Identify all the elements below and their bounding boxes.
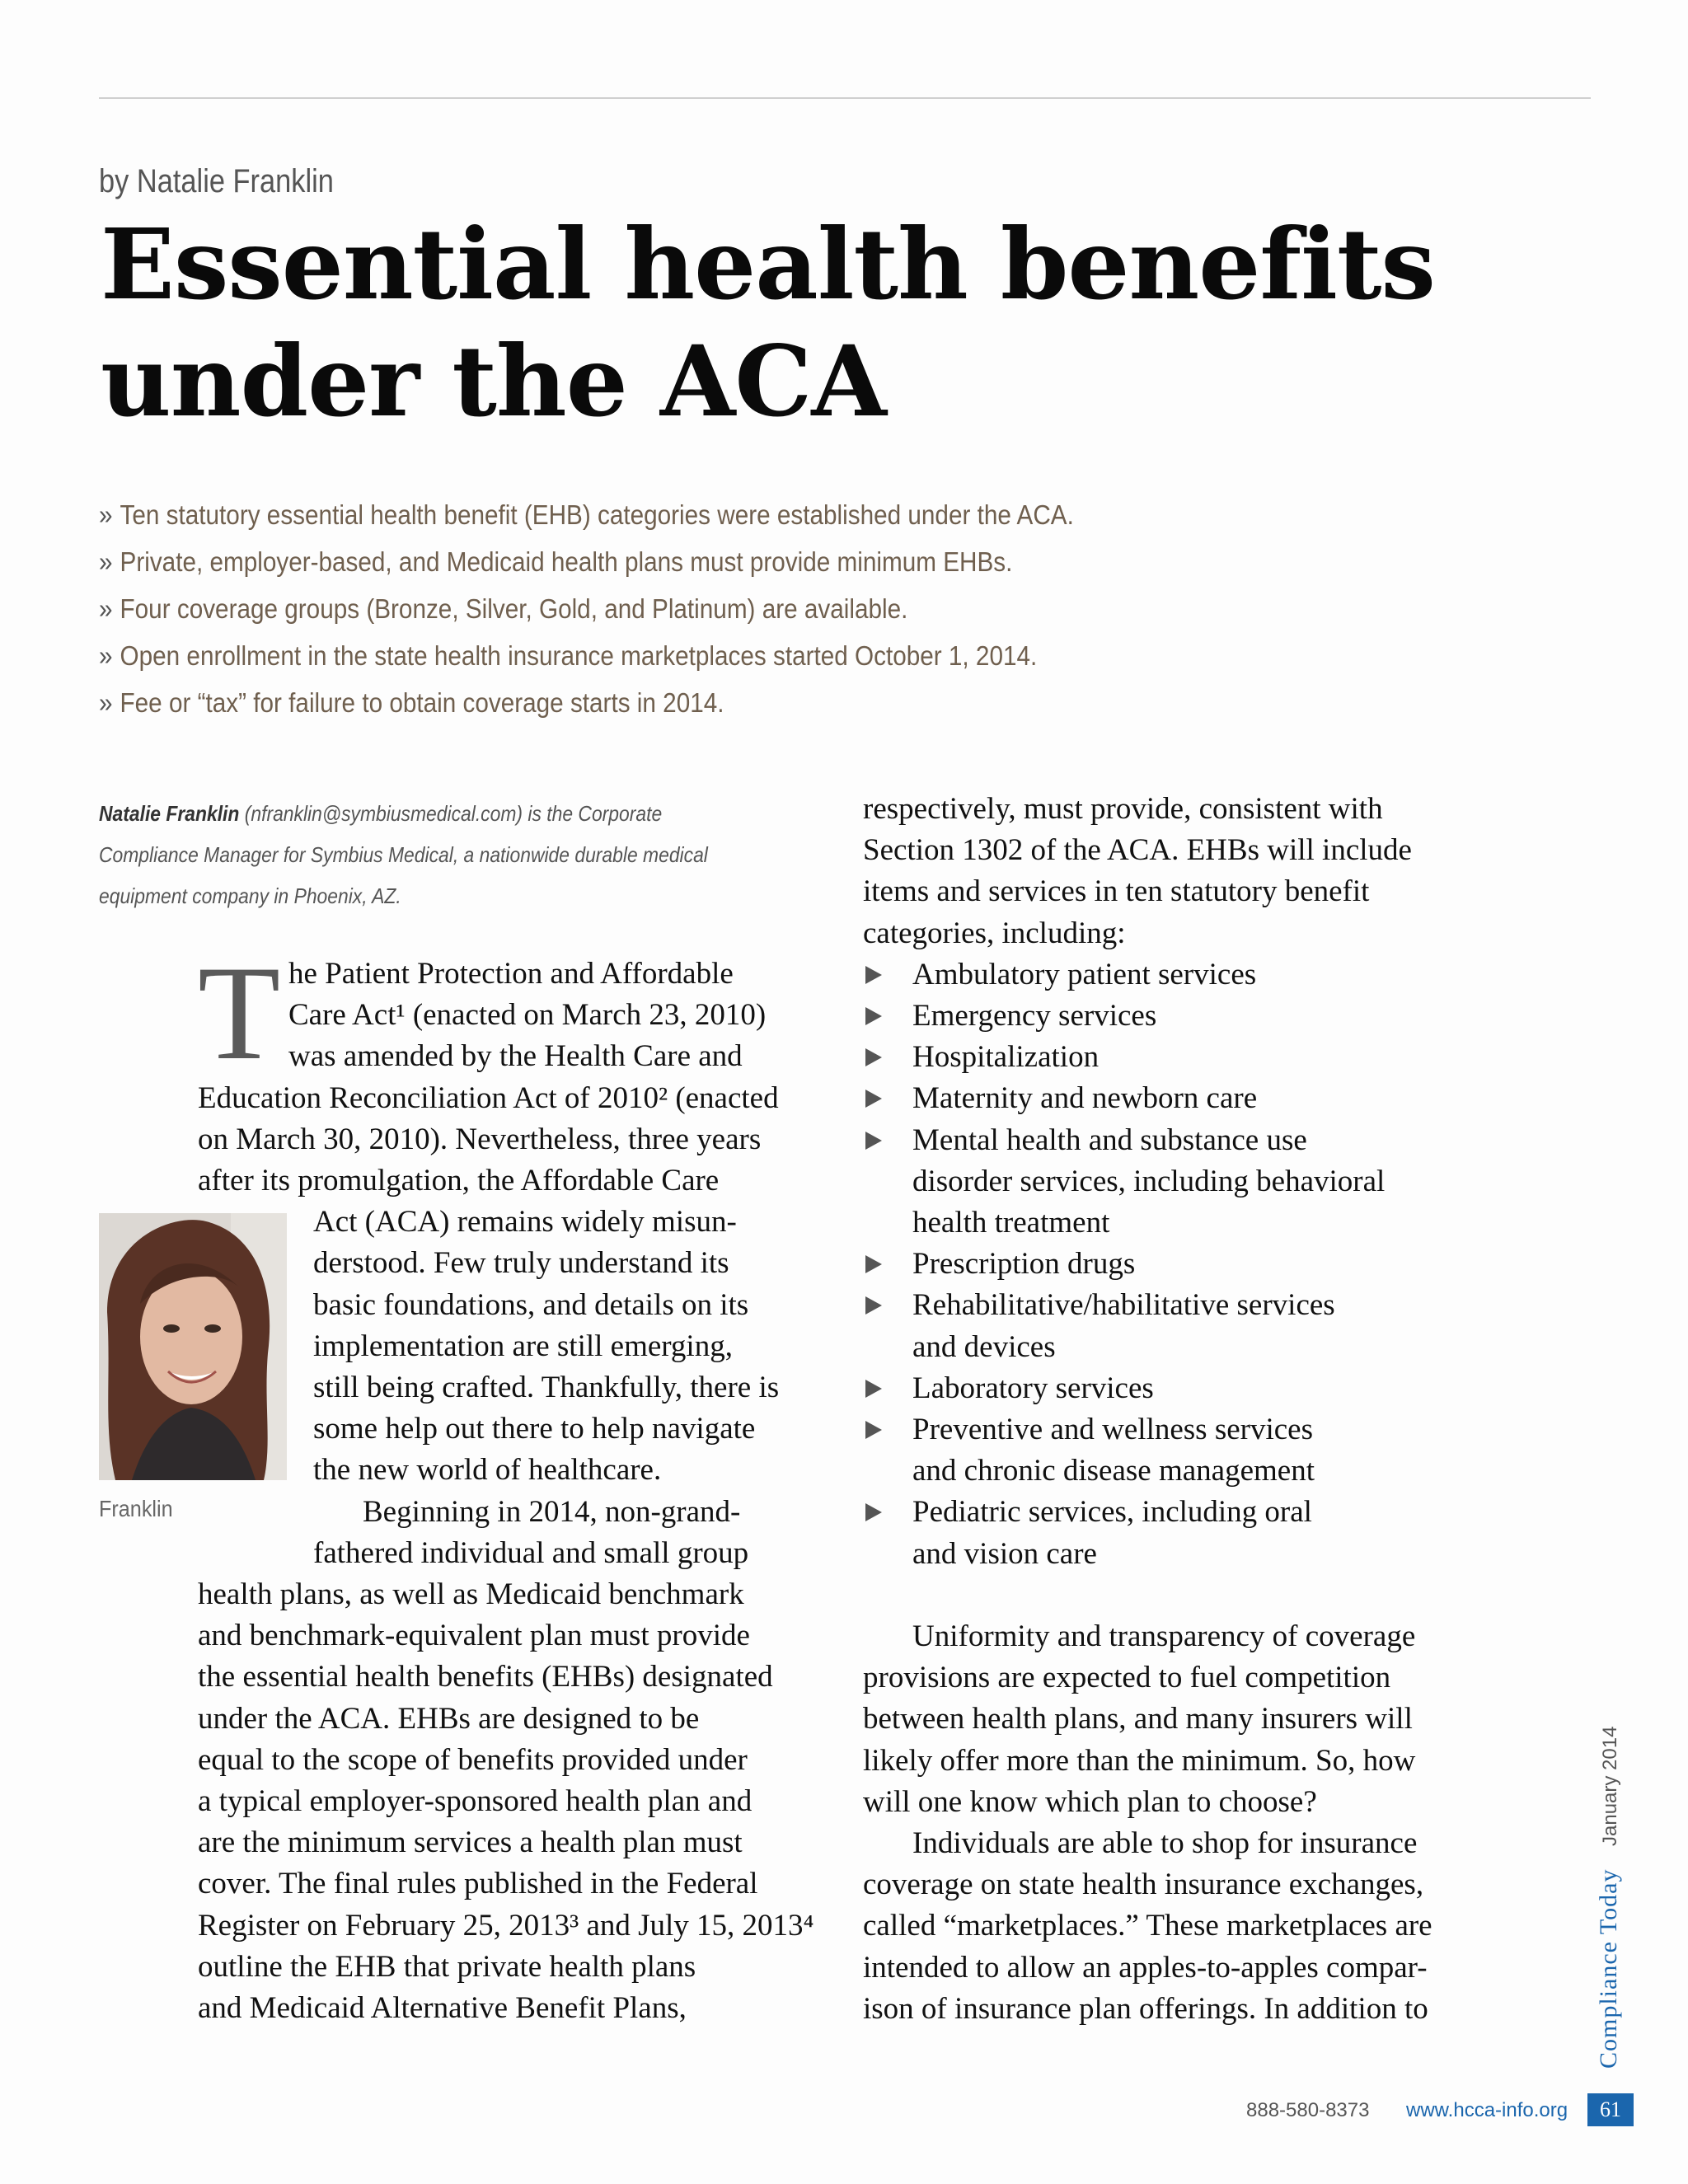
bio-line-1-rest: (nfranklin@symbiusmedical.com) is the Corporate: [239, 801, 663, 826]
body-text-line: ison of insurance plan offerings. In addition to: [863, 1992, 1428, 2026]
body-text-line: Act (ACA) remains widely misun-: [313, 1205, 737, 1239]
body-text-line: respectively, must provide, consistent with: [863, 792, 1383, 826]
benefit-category-line: disorder services, including behavioral: [912, 1165, 1386, 1198]
body-text-line: health plans, as well as Medicaid benchmark: [198, 1577, 744, 1611]
body-text-line: Individuals are able to shop for insurance: [912, 1826, 1418, 1860]
body-text-line: intended to allow an apples-to-apples compar-: [863, 1951, 1428, 1985]
triangle-bullet-icon: [865, 1503, 882, 1521]
body-text-line: he Patient Protection and Affordable: [288, 957, 734, 991]
magazine-name: Compliance Today: [1595, 1868, 1622, 2069]
body-text-line: Beginning in 2014, non-grand-: [363, 1495, 741, 1529]
highlight-item: [99, 538, 1074, 585]
author-portrait-image: [99, 1213, 287, 1480]
body-text-line: implementation are still emerging,: [313, 1329, 733, 1363]
body-text-line: items and services in ten statutory benefit: [863, 874, 1370, 908]
highlight-text: Open enrollment in the state health insurance marketplaces started October 1, 2014.: [120, 640, 1038, 671]
body-text-line: after its promulgation, the Affordable Care: [198, 1164, 720, 1197]
highlight-text: Private, employer-based, and Medicaid health plans must provide minimum EHBs.: [120, 546, 1013, 577]
body-text-line: under the ACA. EHBs are designed to be: [198, 1702, 700, 1736]
highlight-item: [99, 585, 1074, 632]
highlights-list: [99, 491, 1182, 726]
body-text-line: and Medicaid Alternative Benefit Plans,: [198, 1991, 687, 2025]
highlight-item: [99, 679, 1074, 726]
triangle-bullet-icon: [865, 1255, 882, 1273]
benefit-category-line: Rehabilitative/habilitative services: [912, 1288, 1335, 1322]
body-text-line: provisions are expected to fuel competition: [863, 1661, 1391, 1694]
body-text-line: Education Reconciliation Act of 2010² (enacted: [198, 1081, 779, 1115]
body-text-line: likely offer more than the minimum. So, how: [863, 1744, 1416, 1778]
triangle-bullet-icon: [865, 966, 882, 984]
title-line-1: Essential health benefits: [101, 207, 1435, 321]
body-text-line: Uniformity and transparency of coverage: [912, 1619, 1416, 1653]
highlight-marker: »: [99, 546, 113, 577]
benefit-category-line: Pediatric services, including oral: [912, 1495, 1312, 1529]
bio-line-2: Compliance Manager for Symbius Medical, a nationwide durable medical: [99, 842, 708, 867]
benefit-category-line: and vision care: [912, 1537, 1097, 1571]
byline: by Natalie Franklin: [99, 163, 334, 199]
body-text-line: are the minimum services a health plan must: [198, 1825, 743, 1859]
body-text-line: and benchmark-equivalent plan must provide: [198, 1619, 750, 1652]
highlight-marker: »: [99, 687, 113, 718]
photo-caption: Franklin: [99, 1496, 173, 1521]
body-text-line: Section 1302 of the ACA. EHBs will include: [863, 833, 1412, 867]
body-text-line: on March 30, 2010). Nevertheless, three years: [198, 1122, 762, 1156]
body-text-line: Care Act¹ (enacted on March 23, 2010): [288, 998, 767, 1032]
body-text-line: derstood. Few truly understand its: [313, 1246, 729, 1280]
benefit-category-line: Laboratory services: [912, 1371, 1154, 1405]
highlight-text: Fee or “tax” for failure to obtain coverage starts in 2014.: [120, 687, 724, 718]
triangle-bullet-icon: [865, 1090, 882, 1108]
body-text-line: a typical employer-sponsored health plan and: [198, 1784, 753, 1818]
benefit-category-line: and chronic disease management: [912, 1454, 1315, 1488]
benefit-category-line: and devices: [912, 1330, 1056, 1364]
body-text-line: categories, including:: [863, 916, 1126, 950]
benefit-category-line: Maternity and newborn care: [912, 1081, 1258, 1115]
top-rule: [99, 97, 1591, 99]
body-text-line: will one know which plan to choose?: [863, 1785, 1317, 1819]
triangle-bullet-icon: [865, 1007, 882, 1025]
issue-date: January 2014: [1599, 1726, 1621, 1846]
triangle-bullet-icon: [865, 1421, 882, 1439]
triangle-bullet-icon: [865, 1380, 882, 1398]
body-text-line: called “marketplaces.” These marketplaces are: [863, 1909, 1432, 1943]
highlight-marker: »: [99, 499, 113, 530]
highlight-text: Ten statutory essential health benefit (EHB) categories were established under the ACA.: [120, 499, 1074, 530]
body-text-line: some help out there to help navigate: [313, 1412, 756, 1446]
footer-phone: 888-580-8373: [1246, 2099, 1370, 2121]
highlight-item: [99, 491, 1074, 538]
benefit-category-line: Mental health and substance use: [912, 1123, 1307, 1157]
body-text-line: fathered individual and small group: [313, 1536, 749, 1570]
body-text-line: Register on February 25, 2013³ and July 15, 2013⁴: [198, 1909, 814, 1943]
drop-cap: T: [198, 939, 281, 1088]
body-text-line: between health plans, and many insurers will: [863, 1702, 1413, 1736]
title-line-2: under the ACA: [101, 324, 886, 438]
article-title: [101, 206, 1435, 440]
benefit-category-line: Hospitalization: [912, 1040, 1100, 1074]
highlight-text: Four coverage groups (Bronze, Silver, Gold, and Platinum) are available.: [120, 593, 908, 624]
highlight-marker: »: [99, 593, 113, 624]
author-photo: [99, 1213, 287, 1480]
page-number: 61: [1587, 2093, 1634, 2126]
benefit-category-line: Preventive and wellness services: [912, 1413, 1313, 1446]
highlight-marker: »: [99, 640, 113, 671]
body-text-line: still being crafted. Thankfully, there is: [313, 1371, 780, 1404]
body-text-line: basic foundations, and details on its: [313, 1288, 749, 1322]
body-text-line: the new world of healthcare.: [313, 1453, 662, 1487]
benefit-category-line: Emergency services: [912, 999, 1157, 1033]
benefit-category-line: Prescription drugs: [912, 1247, 1136, 1281]
body-text-line: cover. The final rules published in the Federal: [198, 1867, 758, 1900]
author-bio: [99, 793, 824, 916]
body-text-line: the essential health benefits (EHBs) designated: [198, 1660, 773, 1694]
body-text-line: equal to the scope of benefits provided under: [198, 1743, 748, 1777]
triangle-bullet-icon: [865, 1296, 882, 1315]
bio-line-3: equipment company in Phoenix, AZ.: [99, 883, 401, 908]
footer-website-link[interactable]: www.hcca-info.org: [1406, 2099, 1568, 2121]
body-text-line: outline the EHB that private health plans: [198, 1950, 696, 1984]
body-text-line: coverage on state health insurance exchanges,: [863, 1868, 1424, 1901]
triangle-bullet-icon: [865, 1132, 882, 1150]
triangle-bullet-icon: [865, 1048, 882, 1066]
bio-author-name: Natalie Franklin: [99, 801, 240, 826]
body-text-line: was amended by the Health Care and: [288, 1039, 743, 1073]
benefit-category-line: health treatment: [912, 1206, 1110, 1240]
benefit-category-line: Ambulatory patient services: [912, 958, 1257, 991]
bio-line-1: [99, 793, 737, 834]
highlight-item: [99, 632, 1074, 679]
